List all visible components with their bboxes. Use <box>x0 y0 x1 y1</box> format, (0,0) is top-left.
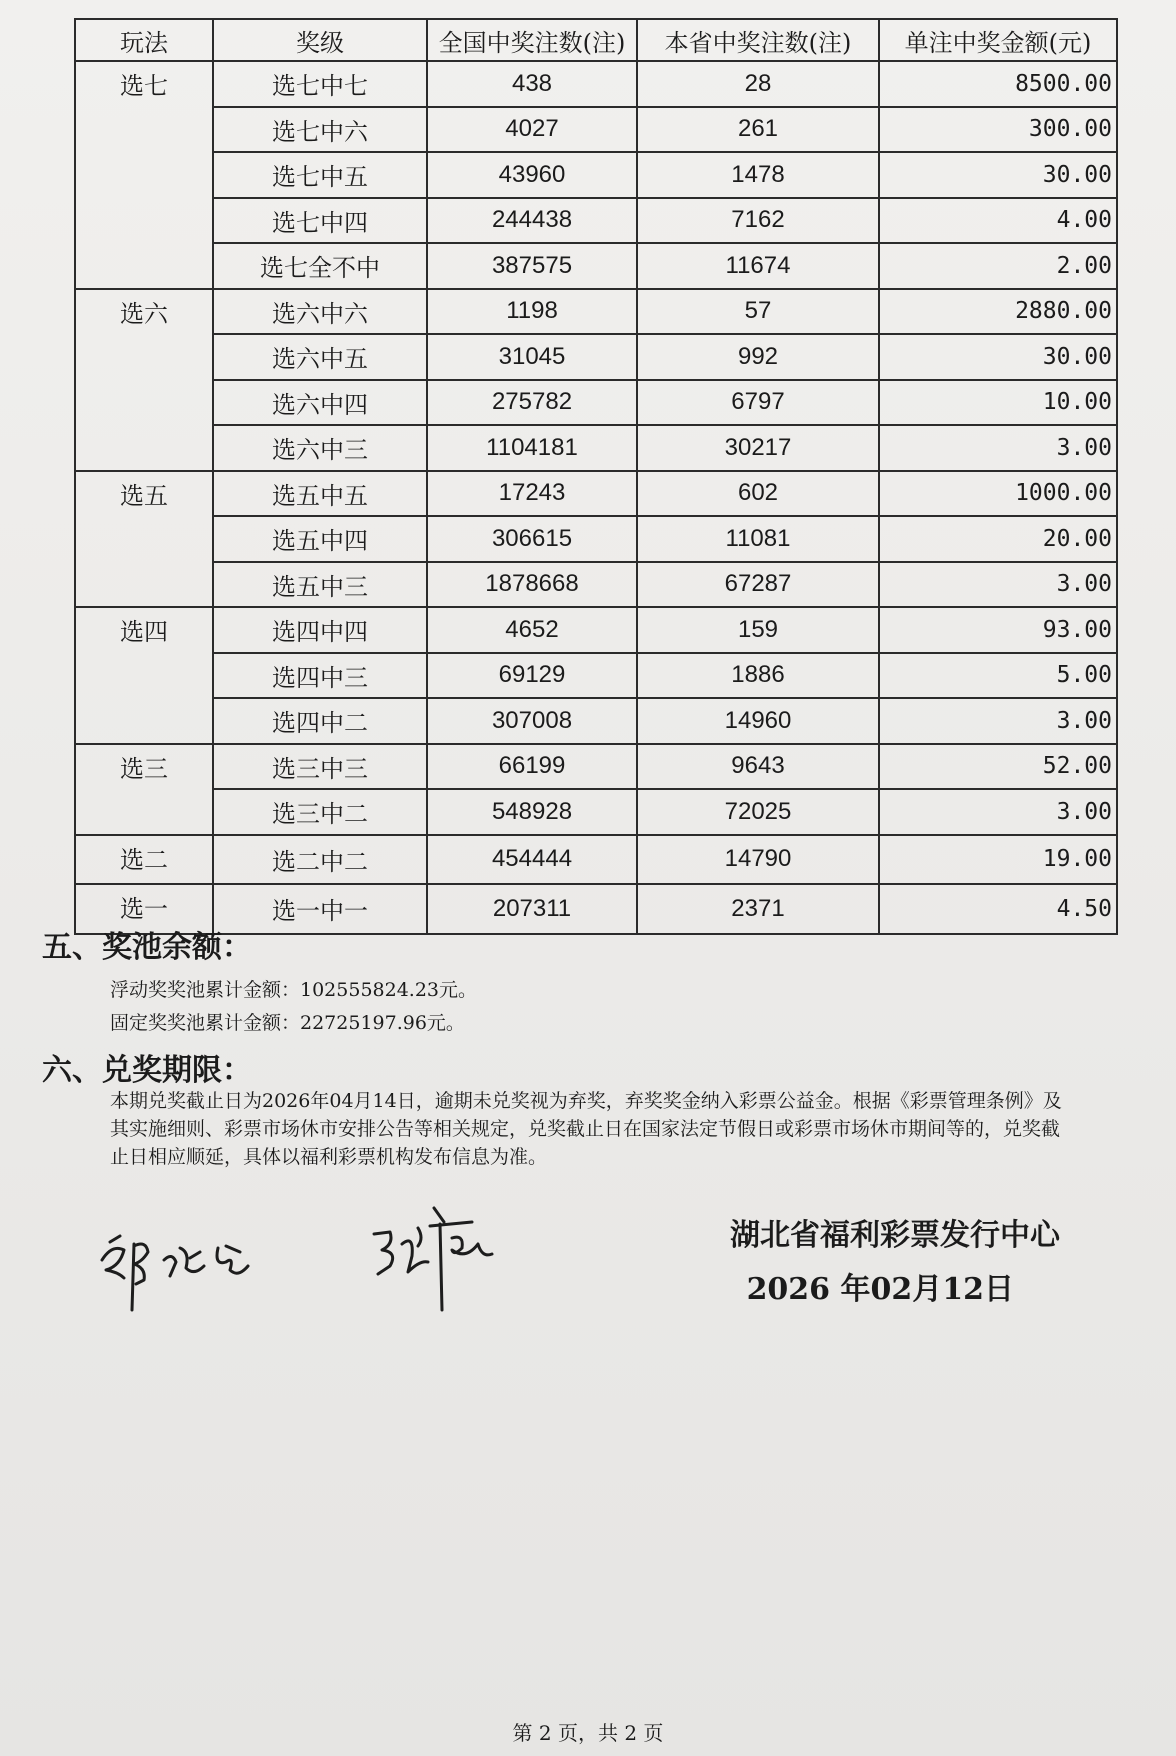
play-type-cell: 选一 <box>75 884 213 934</box>
national-count-cell: 1104181 <box>427 425 637 471</box>
header-amount: 单注中奖金额(元) <box>879 19 1117 61</box>
prize-table-header-row <box>75 19 1117 61</box>
table-row <box>75 380 1117 426</box>
national-count-cell: 454444 <box>427 835 637 885</box>
amount-cell: 4.00 <box>879 198 1117 244</box>
table-row <box>75 61 1117 107</box>
header-national-count: 全国中奖注数(注) <box>427 19 637 61</box>
national-count-cell: 4027 <box>427 107 637 153</box>
prize-level-cell: 选七全不中 <box>213 243 427 289</box>
redeem-deadline-text: 本期兑奖截止日为2026年04月14日，逾期未兑奖视为弃奖，弃奖奖金纳入彩票公益金。根据《彩票管理条例》及其实施细则、彩票市场休市安排公告等相关规定，兑奖截止日在国家法定节假日或彩票市场休市期间等的，兑奖截止日相应顺延，具体以福利彩票机构发布信息为准。 <box>110 1090 1062 1168</box>
prize-level-cell: 选七中四 <box>213 198 427 244</box>
prize-level-cell: 选三中二 <box>213 789 427 835</box>
pool-section-title: 五、奖池余额： <box>42 930 252 965</box>
province-count-cell: 1478 <box>637 152 879 198</box>
province-count-cell: 14960 <box>637 698 879 744</box>
table-row <box>75 744 1117 790</box>
table-row <box>75 471 1117 517</box>
prize-table <box>74 18 1118 935</box>
amount-cell: 3.00 <box>879 425 1117 471</box>
table-row <box>75 289 1117 335</box>
province-count-cell: 28 <box>637 61 879 107</box>
national-count-cell: 43960 <box>427 152 637 198</box>
amount-cell: 93.00 <box>879 607 1117 653</box>
prize-level-cell: 选五中五 <box>213 471 427 517</box>
national-count-cell: 69129 <box>427 653 637 699</box>
province-count-cell: 11081 <box>637 516 879 562</box>
national-count-cell: 66199 <box>427 744 637 790</box>
national-count-cell: 387575 <box>427 243 637 289</box>
table-row <box>75 562 1117 608</box>
play-type-cell: 选四 <box>75 607 213 744</box>
prize-level-cell: 选五中三 <box>213 562 427 608</box>
province-count-cell: 72025 <box>637 789 879 835</box>
issue-date: 2026 年02月12日 <box>746 1272 1014 1307</box>
national-count-cell: 4652 <box>427 607 637 653</box>
prize-level-cell: 选六中三 <box>213 425 427 471</box>
floating-pool-amount: 浮动奖奖池累计金额：102555824.23元。 <box>110 979 478 1001</box>
national-count-cell: 275782 <box>427 380 637 426</box>
national-count-cell: 306615 <box>427 516 637 562</box>
amount-cell: 4.50 <box>879 884 1117 934</box>
prize-level-cell: 选六中五 <box>213 334 427 380</box>
prize-level-cell: 选五中四 <box>213 516 427 562</box>
province-count-cell: 11674 <box>637 243 879 289</box>
province-count-cell: 1886 <box>637 653 879 699</box>
amount-cell: 3.00 <box>879 562 1117 608</box>
handwritten-signature-2 <box>368 1204 498 1314</box>
province-count-cell: 159 <box>637 607 879 653</box>
table-row <box>75 152 1117 198</box>
province-count-cell: 67287 <box>637 562 879 608</box>
province-count-cell: 9643 <box>637 744 879 790</box>
province-count-cell: 57 <box>637 289 879 335</box>
amount-cell: 2.00 <box>879 243 1117 289</box>
province-count-cell: 30217 <box>637 425 879 471</box>
prize-level-cell: 选七中五 <box>213 152 427 198</box>
table-row <box>75 516 1117 562</box>
play-type-cell: 选六 <box>75 289 213 471</box>
header-level: 奖级 <box>213 19 427 61</box>
province-count-cell: 14790 <box>637 835 879 885</box>
national-count-cell: 1878668 <box>427 562 637 608</box>
issuer-name: 湖北省福利彩票发行中心 <box>730 1218 1060 1253</box>
prize-level-cell: 选六中六 <box>213 289 427 335</box>
prize-level-cell: 选四中四 <box>213 607 427 653</box>
national-count-cell: 207311 <box>427 884 637 934</box>
table-row <box>75 334 1117 380</box>
national-count-cell: 1198 <box>427 289 637 335</box>
amount-cell: 52.00 <box>879 744 1117 790</box>
table-row <box>75 425 1117 471</box>
prize-level-cell: 选六中四 <box>213 380 427 426</box>
amount-cell: 300.00 <box>879 107 1117 153</box>
amount-cell: 20.00 <box>879 516 1117 562</box>
play-type-cell: 选七 <box>75 61 213 289</box>
amount-cell: 1000.00 <box>879 471 1117 517</box>
national-count-cell: 17243 <box>427 471 637 517</box>
province-count-cell: 2371 <box>637 884 879 934</box>
prize-level-cell: 选四中三 <box>213 653 427 699</box>
prize-level-cell: 选一中一 <box>213 884 427 934</box>
table-row <box>75 107 1117 153</box>
amount-cell: 10.00 <box>879 380 1117 426</box>
table-row <box>75 789 1117 835</box>
prize-level-cell: 选七中七 <box>213 61 427 107</box>
prize-level-cell: 选四中二 <box>213 698 427 744</box>
table-row <box>75 607 1117 653</box>
amount-cell: 3.00 <box>879 698 1117 744</box>
amount-cell: 5.00 <box>879 653 1117 699</box>
province-count-cell: 6797 <box>637 380 879 426</box>
national-count-cell: 244438 <box>427 198 637 244</box>
prize-level-cell: 选七中六 <box>213 107 427 153</box>
national-count-cell: 307008 <box>427 698 637 744</box>
play-type-cell: 选五 <box>75 471 213 608</box>
province-count-cell: 992 <box>637 334 879 380</box>
table-row <box>75 698 1117 744</box>
prize-level-cell: 选二中二 <box>213 835 427 885</box>
province-count-cell: 602 <box>637 471 879 517</box>
play-type-cell: 选二 <box>75 835 213 885</box>
header-province-count: 本省中奖注数(注) <box>637 19 879 61</box>
amount-cell: 30.00 <box>879 152 1117 198</box>
national-count-cell: 548928 <box>427 789 637 835</box>
national-count-cell: 438 <box>427 61 637 107</box>
prize-level-cell: 选三中三 <box>213 744 427 790</box>
province-count-cell: 7162 <box>637 198 879 244</box>
amount-cell: 8500.00 <box>879 61 1117 107</box>
table-row <box>75 653 1117 699</box>
amount-cell: 30.00 <box>879 334 1117 380</box>
table-row <box>75 243 1117 289</box>
fixed-pool-amount: 固定奖奖池累计金额：22725197.96元。 <box>110 1012 465 1034</box>
national-count-cell: 31045 <box>427 334 637 380</box>
province-count-cell: 261 <box>637 107 879 153</box>
table-row <box>75 835 1117 885</box>
table-row <box>75 198 1117 244</box>
amount-cell: 19.00 <box>879 835 1117 885</box>
play-type-cell: 选三 <box>75 744 213 835</box>
amount-cell: 3.00 <box>879 789 1117 835</box>
page-number: 第 2 页，共 2 页 <box>512 1721 664 1745</box>
amount-cell: 2880.00 <box>879 289 1117 335</box>
handwritten-signature-1 <box>94 1222 264 1312</box>
prize-table-body <box>75 61 1117 934</box>
header-play: 玩法 <box>75 19 213 61</box>
redeem-section-title: 六、兑奖期限： <box>42 1053 252 1088</box>
